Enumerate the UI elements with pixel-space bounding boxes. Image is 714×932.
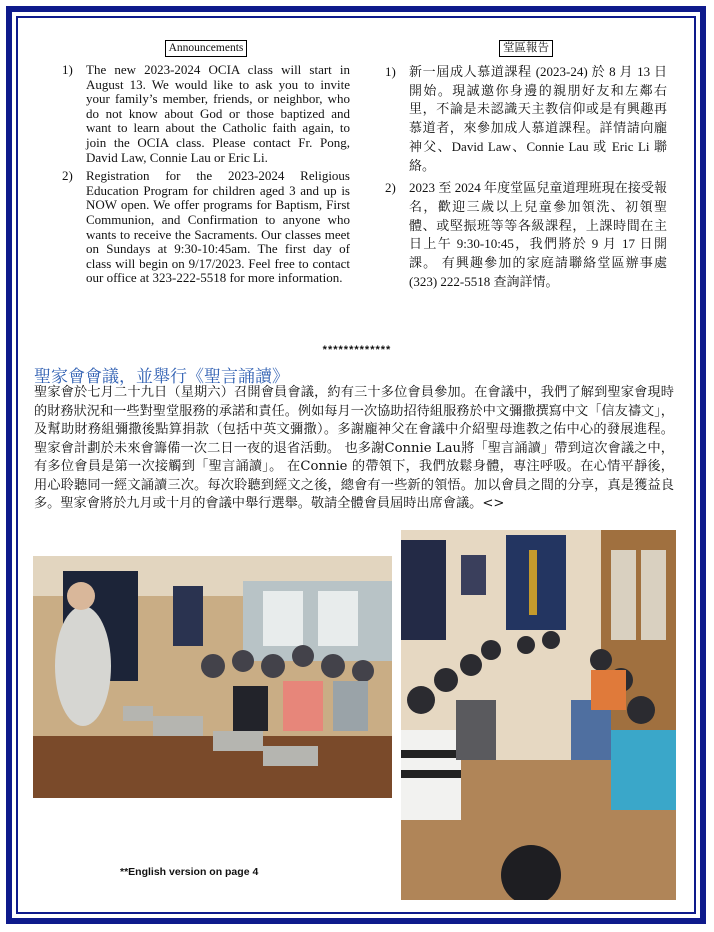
item-text: Registration for the 2023-2024 Religious Education Program for children aged 3 and up is NOW open. We offer programs for Baptism, First Communion, and Confirmation to anyone who wants to receive the Sacraments. Our classes meet on Sundays at 9:30-10:45am. The first day of class will begin on 9/17/2023. Feel free to contact our office at 323-222-5518 for more information.	[86, 168, 350, 286]
parish-news-title: 堂區報告	[499, 40, 553, 57]
parish-news-list	[385, 63, 667, 291]
item-number: 2)	[62, 168, 73, 184]
announcements-section	[62, 40, 350, 290]
item-text: 新一屆成人慕道課程 (2023-24) 於 8 月 13 日開始。現誠邀你身邊的親朋好友和左鄰右里，不論是未認識天主教信仰或是有興趣再慕道者，來參加成人慕道課程。詳情請向龐神父、David Law、Connie Lau 或 Eric Li 聯絡。	[409, 64, 667, 173]
announcements-list	[62, 63, 350, 286]
meeting-photo-left	[33, 556, 392, 798]
list-item	[62, 169, 350, 286]
parish-news-section	[385, 40, 667, 295]
section-separator: *************	[322, 344, 392, 356]
item-number: 1)	[62, 62, 73, 77]
meeting-photo-right	[401, 530, 676, 900]
english-version-note: **English version on page 4	[120, 866, 259, 878]
item-text: 2023 至 2024 年度堂區兒童道理班現在接受報名，歡迎三歲以上兒童參加領洗、初領聖體、或堅振班等等各級課程，上課時間在主日上午 9:30-10:45，我們將於 9 月 17 日開課。 有興趣參加的家庭請聯絡堂區辦事處 (323) 222-5518 查詢詳情。	[409, 180, 667, 289]
list-item	[385, 63, 667, 175]
item-number: 1)	[385, 64, 396, 79]
list-item	[62, 63, 350, 165]
announcements-title: Announcements	[165, 40, 248, 57]
list-item	[385, 179, 667, 291]
item-text: The new 2023-2024 OCIA class will start in August 13. We would like to ask you to invite your family’s member, friends, or neighbor, who do not know about God or those baptized and want to learn about the Catholic faith again, to join the OCIA class. Please contact Fr. Pong, David Law, Connie Lau or Eric Li.	[86, 62, 350, 165]
article-body: 聖家會於七月二十九日（星期六）召開會員會議，約有三十多位會員參加。在會議中，我們了解到聖家會現時的財務狀況和一些對聖堂服務的承諾和責任。例如每月一次協助招待組服務於中文彌撒撰寫中文「信友禱文」，及幫助財務組彌撒後點算捐款（包括中英文彌撒）。多謝龐神父在會議中介紹聖母進教之佑中心的發展進程。 聖家會計劃於未來會籌備一次二日一夜的退省活動。 也多謝Connie Lau將「聖言誦讀」帶到這次會議之中，有多位會員是第一次接觸到「聖言誦讀」。 在Connie 的帶領下，我們放鬆身體，專注呼吸。在心情平靜後，用心聆聽同一經文誦讀三次。每次聆聽到經文之後，總會有一些新的領悟。加以會員之間的分享，真是獲益良多。聖家會將於九月或十月的會議中舉行選舉。敬請全體會員屆時出席會議。<>	[34, 385, 674, 511]
item-number: 2)	[385, 180, 396, 196]
article-title: 聖家會會議，並舉行《聖言誦讀》	[34, 367, 289, 387]
